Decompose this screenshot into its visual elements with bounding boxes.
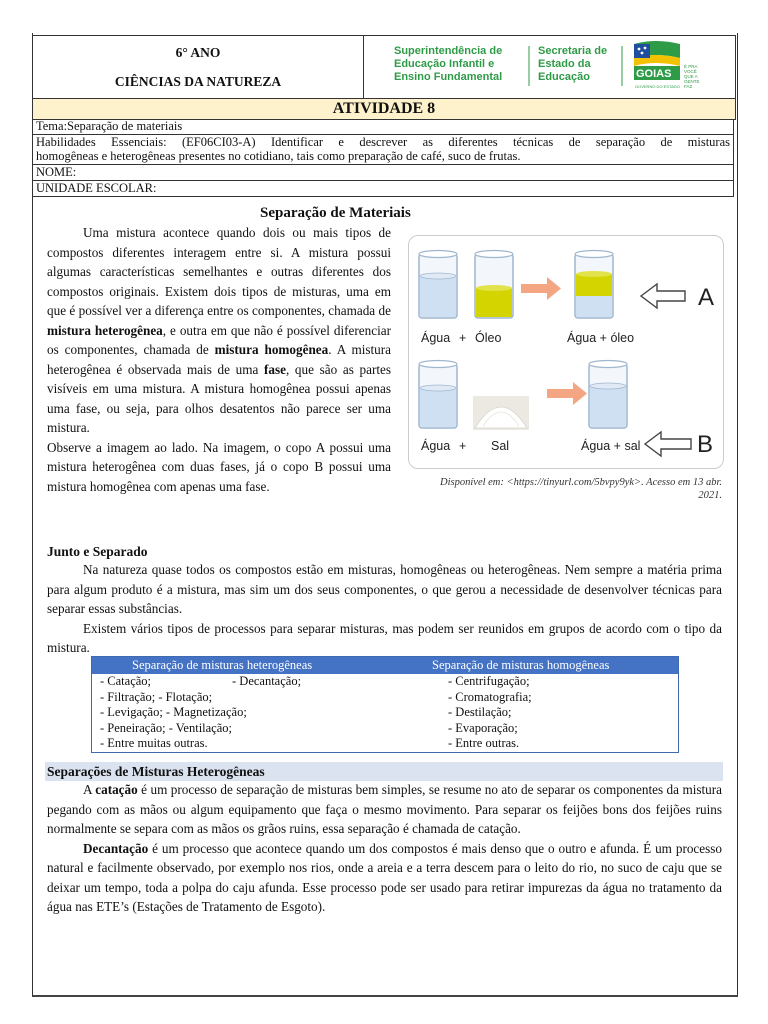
bold-term: mistura homogênea <box>214 342 329 357</box>
label-a: A <box>698 284 715 311</box>
svg-text:Água: Água <box>421 331 451 345</box>
list-item: - Entre outras. <box>448 736 520 750</box>
svg-text:+: + <box>459 331 467 345</box>
decantacao-paragraph: Decantação é um processo que acontece quando um dos compostos é mais denso que o outro e afunda. É um processo natural e facilmente observado, por exemplo nos rios, onde a areia e a terra descem para o leito do rio, no suco de caju que se deixar um tempo, toda a polpa do caju afunda. Esse processo pode ser usado para retirar impurezas da água no tratamento da água nas ETE’s (Estações de Tratamento de Esgoto). <box>47 840 722 914</box>
intro-text <box>47 223 391 496</box>
het-list-extra: - Decantação; <box>232 674 302 688</box>
list-item: - Catação; <box>100 674 152 688</box>
glass-water-b <box>419 361 457 429</box>
mixture-illustration <box>409 236 723 468</box>
svg-text:+: + <box>459 439 467 453</box>
methods-table-header <box>92 657 678 674</box>
header-left <box>33 36 364 98</box>
section-heterogeneas-body <box>47 780 722 917</box>
list-item: - Levigação; - Magnetização; <box>100 705 247 719</box>
svg-text:Água + óleo: Água + óleo <box>567 331 635 345</box>
glass-water-salt <box>589 361 627 429</box>
junto-paragraph-1: Na natureza quase todos os compostos estão em misturas, homogêneas ou heterogêneas. Nem sempre a matéria prima para algum produto é a mistura, mas sim um dos seus componentes, o que gerou a necessidade de desenvolver técnicas para separar essas substâncias. <box>47 562 722 616</box>
header-heterogeneous: Separação de misturas heterogêneas <box>132 658 313 672</box>
nome-field[interactable]: NOME: <box>32 165 734 181</box>
glass-oil <box>475 251 513 319</box>
goias-flag-icon <box>634 41 680 80</box>
activity-title: ATIVIDADE 8 <box>32 98 736 120</box>
goias-slogan <box>684 63 700 89</box>
intro-paragraph-1: Uma mistura acontece quando dois ou mais tipos de compostos diferentes interagem entre si. A mistura possui algumas características semelhantes e outras diferentes dos compostos originais. Existem dois tipos de misturas, uma em que é possível ver a diferença entre os componentes, chamada de mistura heterogênea, e outra em que não é possível diferenciar os componentes, chamada de mistura homogênea. A mistura heterogênea é observada mais de uma fase, que são as partes visíveis em uma mistura. A mistura homogênea possui apenas uma fase, ou seja, para olhos desatentos não parece ser uma mistura. <box>47 225 391 435</box>
mixture-figure <box>408 235 724 469</box>
list-item: - Cromatografia; <box>448 689 532 704</box>
logo2-line2: Estado da <box>538 58 591 70</box>
header-logos <box>364 36 735 98</box>
svg-text:Água + sal: Água + sal <box>581 439 641 453</box>
list-item: - Filtração; - Flotação; <box>100 689 213 704</box>
glass-water-a <box>419 251 457 319</box>
glass-water-oil <box>575 251 613 319</box>
main-title: Separação de Materiais <box>260 205 411 221</box>
arrow-left-outline-icon-b <box>645 432 691 456</box>
bold-term: Decantação <box>83 840 149 856</box>
list-item: - Evaporação; <box>448 720 518 735</box>
arrow-right-icon <box>521 277 561 300</box>
habilidades-row <box>32 135 734 165</box>
goias-sub: GOVERNO DO ESTADO <box>635 84 680 89</box>
logos-svg <box>364 36 735 98</box>
svg-text:VOCÊ: VOCÊ <box>684 69 697 74</box>
junto-paragraph-2: Existem vários tipos de processos para separar misturas, mas podem ser reunidos em grupos de acordo com o tipo da mistura. <box>47 620 722 655</box>
salt-pile-icon <box>473 396 529 430</box>
superintendencia-logo <box>394 45 502 83</box>
arrow-right-icon-b <box>547 382 587 405</box>
header-homogeneous: Separação de misturas homogêneas <box>432 658 610 672</box>
methods-table <box>91 656 679 753</box>
svg-text:Óleo: Óleo <box>475 331 502 345</box>
subject-label: CIÊNCIAS DA NATUREZA <box>114 74 282 89</box>
section-junto-title: Junto e Separado <box>47 544 148 559</box>
goias-wordmark: GOIAS <box>636 68 672 80</box>
hom-list <box>448 674 532 752</box>
list-item: - Centrifugação; <box>448 674 530 688</box>
svg-text:É PRA: É PRA <box>684 64 698 69</box>
habilidades-line-2: homogêneas e heterogêneas presentes no cotidiano, tais como preparação de café, suco de frutas. <box>36 149 521 163</box>
svg-text:FAZ: FAZ <box>684 84 693 89</box>
label-b: B <box>697 431 714 458</box>
catacao-paragraph: A catação é um processo de separação de misturas bem simples, se resume no ato de separar os componentes da mistura pegando com as mãos ou algum equipamento que faça o mesmo movimento. Para separar os feijões bons dos feijões ruins normalmente se separa com as mãos os grãos ruins, essa separação é chamada de catação. <box>47 782 723 836</box>
figure-caption: Disponível em: <https://tinyurl.com/5bvpy9yk>. Acesso em 13 abr. 2021. <box>440 477 722 501</box>
svg-text:Sal: Sal <box>491 439 510 453</box>
list-item: - Peneiração; - Ventilação; <box>100 720 233 735</box>
svg-text:QUE A: QUE A <box>684 74 698 79</box>
tema-row: Tema:Separação de materiais <box>32 119 734 135</box>
logo1-line2: Educação Infantil e <box>394 58 495 70</box>
bold-term: fase <box>264 361 286 377</box>
section-junto-body <box>47 560 722 658</box>
list-item: - Entre muitas outras. <box>100 736 208 750</box>
svg-text:Água: Água <box>421 439 451 453</box>
logo2-line1: Secretaria de <box>538 45 608 57</box>
logo1-line1: Superintendência de <box>394 45 503 57</box>
list-item: - Destilação; <box>448 705 512 719</box>
bold-term: catação <box>95 782 138 797</box>
svg-text:GENTE: GENTE <box>684 79 700 84</box>
arrow-left-outline-icon <box>641 284 685 308</box>
intro-paragraph-2: Observe a imagem ao lado. Na imagem, o copo A possui uma mistura heterogênea com duas fases, já o copo B possui uma mistura homogênea com apenas uma fase. <box>47 439 391 494</box>
header <box>32 35 736 99</box>
bold-term: mistura heterogênea <box>47 322 163 338</box>
logo1-line3: Ensino Fundamental <box>394 71 503 83</box>
het-list <box>100 674 247 752</box>
unidade-escolar-field[interactable]: UNIDADE ESCOLAR: <box>32 181 734 197</box>
logo2-line3: Educação <box>538 71 590 83</box>
secretaria-logo <box>538 45 607 83</box>
habilidades-line-1: Habilidades Essenciais: (EF06CI03-A) Identificar e descrever as diferentes técnicas de separação de misturas <box>36 135 730 149</box>
section-heterogeneas-title: Separações de Misturas Heterogêneas <box>45 762 723 781</box>
grade-label: 6° ANO <box>175 45 221 60</box>
